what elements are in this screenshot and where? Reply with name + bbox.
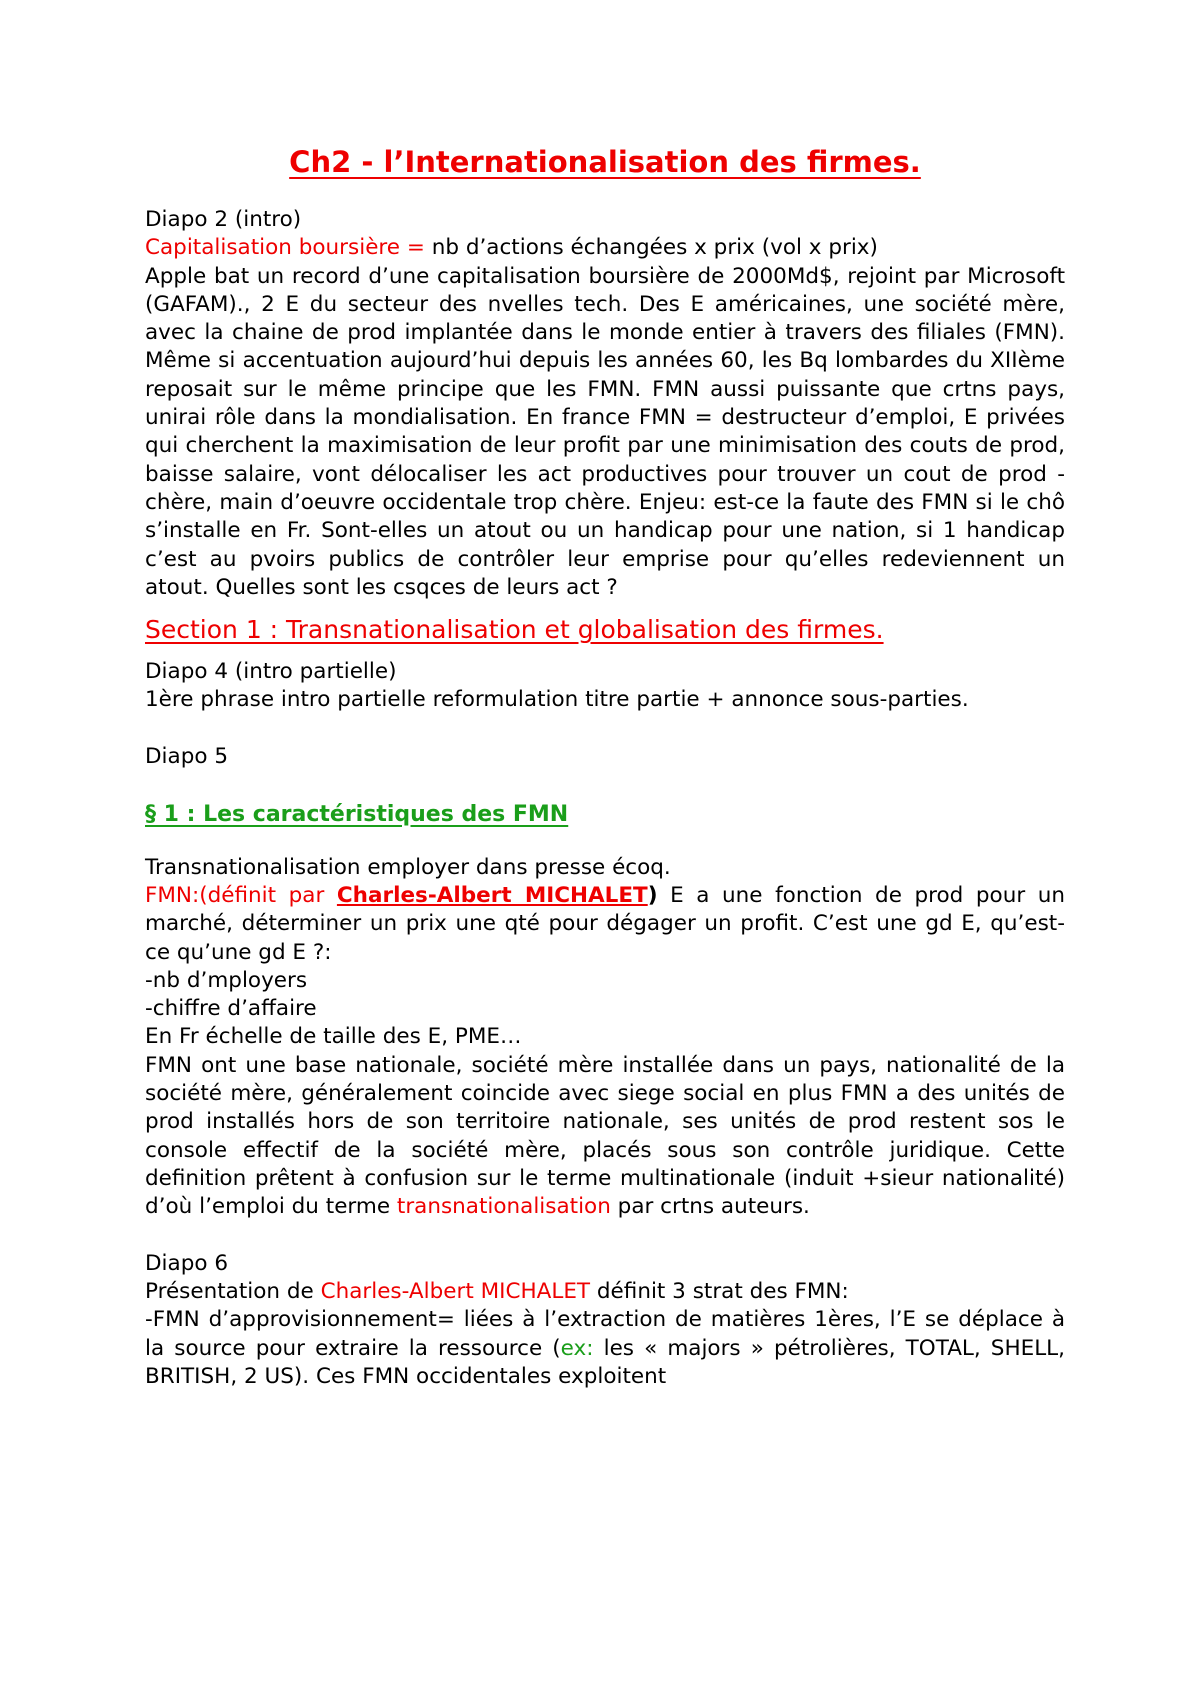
slide-label-5: Diapo 5 bbox=[145, 744, 229, 770]
fmn-body-end: par crtns auteurs. bbox=[610, 1194, 810, 1220]
fmn-definition bbox=[145, 882, 1065, 967]
fmn-body-term: transnationalisation bbox=[396, 1194, 611, 1220]
fmn-definition-author: Charles-Albert MICHALET bbox=[336, 882, 648, 908]
spacer bbox=[145, 1222, 1065, 1250]
slide-label-4: Diapo 4 (intro partielle) bbox=[145, 659, 397, 685]
supply-text: -FMN d’approvisionnement= liées à l’extraction de matières 1ères, l’E se déplace à la source pour extraire la ressource ( bbox=[145, 1307, 1065, 1361]
definition-line bbox=[145, 234, 1065, 262]
fmn-body-paragraph bbox=[145, 1052, 1065, 1222]
list-item: -nb d’mployers bbox=[145, 967, 308, 993]
section-1-title: Section 1 : Transnationalisation et globalisation des firmes. bbox=[145, 615, 884, 645]
supply-end: les « majors » pétrolières, TOTAL, SHELL, BRITISH, 2 US). Ces FMN occidentales exploitent bbox=[145, 1335, 1065, 1389]
slide-4-text: 1ère phrase intro partielle reformulation titre partie + annonce sous-parties. bbox=[145, 687, 969, 713]
spacer bbox=[145, 715, 1065, 743]
fmn-definition-text: E a une fonction de prod pour un marché, déterminer un prix une qté pour dégager un profit. C’est une gd E, qu’est-ce qu’une gd E ?: bbox=[145, 882, 1065, 965]
list-item: -chiffre d’affaire bbox=[145, 996, 317, 1022]
spacer bbox=[145, 771, 1065, 799]
slide-label-2: Diapo 2 (intro) bbox=[145, 207, 302, 232]
fmn-definition-label: FMN:(définit par bbox=[145, 882, 337, 908]
document-title: Ch2 - l’Internationalisation des firmes. bbox=[289, 145, 921, 179]
scale-line: En Fr échelle de taille des E, PME… bbox=[145, 1024, 522, 1050]
slide-6-post: définit 3 strat des FMN: bbox=[590, 1279, 849, 1305]
intro-paragraph: Apple bat un record d’une capitalisation boursière de 2000Md$, rejoint par Microsoft (GAFAM)., 2 E du secteur des nvelles tech. Des E américaines, une société mère, avec la chaine de prod implantée dans le monde entier à travers des filiales (FMN). Même si accentuation aujourd’hui depuis les années 60, les Bq lombardes du XIIème reposait sur le même principe que les FMN. FMN aussi puissante que crtns pays, unirai rôle dans la mondialisation. En france FMN = destructeur d’emploi, E privées qui cherchent la maximisation de leur profit par une minimisation des couts de prod, baisse salaire, vont délocaliser les act productives pour trouver un cout de prod - chère, main d’oeuvre occidentale trop chère. Enjeu: est-ce la faute des FMN si le chô s’installe en Fr. Sont-elles un atout ou un handicap pour une nation, si 1 handicap c’est au pvoirs publics de contrôler leur emprise pour qu’elles redeviennent un atout. Quelles sont les csqces de leurs act ? bbox=[145, 263, 1065, 600]
definition-term: Capitalisation boursière = bbox=[145, 235, 425, 261]
supply-example-label: ex: bbox=[560, 1335, 594, 1361]
slide-6-author: Charles-Albert MICHALET bbox=[320, 1279, 591, 1305]
fmn-definition-close: ) bbox=[647, 882, 658, 908]
definition-text: nb d’actions échangées x prix (vol x prix) bbox=[424, 235, 878, 261]
slide-6-intro bbox=[145, 1278, 1065, 1306]
transnationalisation-line: Transnationalisation employer dans presse écoq. bbox=[145, 854, 671, 880]
slide-6-pre: Présentation de bbox=[145, 1279, 321, 1305]
paragraph-1-title: § 1 : Les caractéristiques des FMN bbox=[145, 801, 569, 827]
supply-paragraph bbox=[145, 1306, 1065, 1391]
fmn-body-text: FMN ont une base nationale, société mère installée dans un pays, nationalité de la société mère, généralement coincide avec siege social en plus FMN a des unités de prod installés hors de son territoire nationale, ses unités de prod restent sos le console effectif de la société mère, placés sous son contrôle juridique. Cette definition prêtent à confusion sur le terme multinationale (induit +sieur nationalité) d’où l’emploi du terme bbox=[145, 1052, 1065, 1220]
slide-label-6: Diapo 6 bbox=[145, 1250, 229, 1276]
